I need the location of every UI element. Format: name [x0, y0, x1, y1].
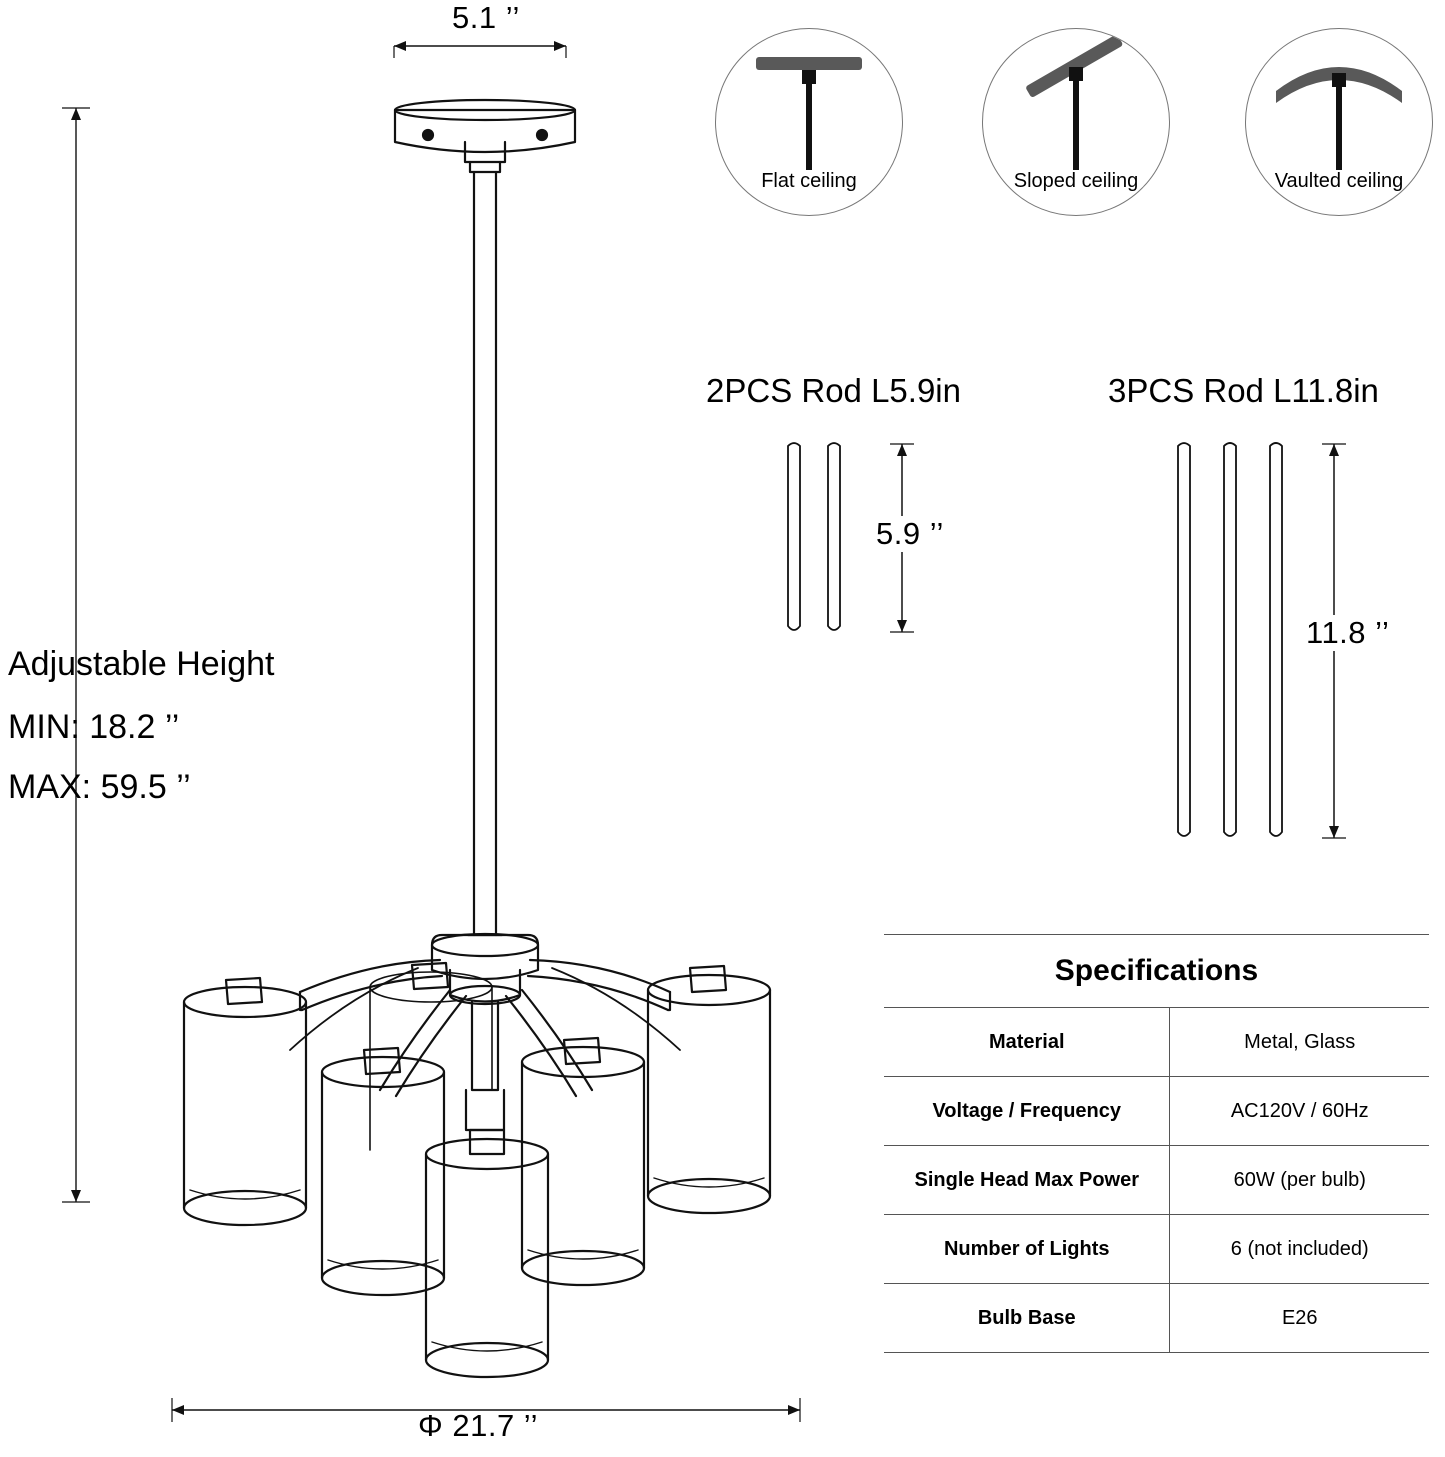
spec-key-voltage-frequency: Voltage / Frequency — [884, 1077, 1170, 1146]
adjustable-height-title: Adjustable Height — [8, 645, 275, 683]
spec-value-single-head-max-power: 60W (per bulb) — [1170, 1146, 1429, 1215]
ceiling-type-label: Vaulted ceiling — [1274, 170, 1404, 192]
sloped-ceiling-icon — [983, 29, 1169, 179]
long-rods-illustration — [1170, 438, 1300, 844]
table-row — [884, 1215, 1429, 1284]
table-row — [884, 1284, 1429, 1353]
spec-value-bulb-base: E26 — [1170, 1284, 1429, 1353]
ceiling-type-label: Flat ceiling — [761, 170, 857, 192]
spec-key-number-of-lights: Number of Lights — [884, 1215, 1170, 1284]
vaulted-ceiling-icon — [1246, 29, 1432, 179]
short-rod-length-label: 5.9 ’’ — [872, 516, 948, 552]
spec-key-single-head-max-power: Single Head Max Power — [884, 1146, 1170, 1215]
adjustable-height-min: MIN: 18.2 ’’ — [8, 708, 180, 746]
adjustable-height-max: MAX: 59.5 ’’ — [8, 768, 191, 806]
canopy-width-label: 5.1 ’’ — [452, 0, 520, 35]
spec-key-material: Material — [884, 1008, 1170, 1077]
ceiling-type-sloped — [982, 28, 1170, 216]
ceiling-type-label: Sloped ceiling — [1013, 170, 1139, 192]
spec-key-bulb-base: Bulb Base — [884, 1284, 1170, 1353]
specifications-title: Specifications — [884, 935, 1429, 1008]
table-row — [884, 1146, 1429, 1215]
chandelier-diagram — [150, 90, 850, 1430]
specifications-table — [884, 934, 1429, 1353]
spec-value-number-of-lights: 6 (not included) — [1170, 1215, 1429, 1284]
short-rods-illustration — [780, 438, 870, 638]
table-row — [884, 1008, 1429, 1077]
ceiling-type-flat — [715, 28, 903, 216]
flat-ceiling-icon — [716, 29, 902, 179]
fixture-diameter-label: Φ 21.7 ’’ — [418, 1408, 539, 1443]
table-row — [884, 1077, 1429, 1146]
ceiling-type-vaulted — [1245, 28, 1433, 216]
canopy-width-dimension-arrow — [390, 34, 570, 58]
long-rod-length-label: 11.8 ’’ — [1302, 615, 1393, 651]
spec-value-voltage-frequency: AC120V / 60Hz — [1170, 1077, 1429, 1146]
rod-set-long-title: 3PCS Rod L11.8in — [1108, 372, 1379, 409]
rod-set-short-title: 2PCS Rod L5.9in — [706, 372, 961, 409]
spec-value-material: Metal, Glass — [1170, 1008, 1429, 1077]
specifications-header-row — [884, 935, 1429, 1008]
